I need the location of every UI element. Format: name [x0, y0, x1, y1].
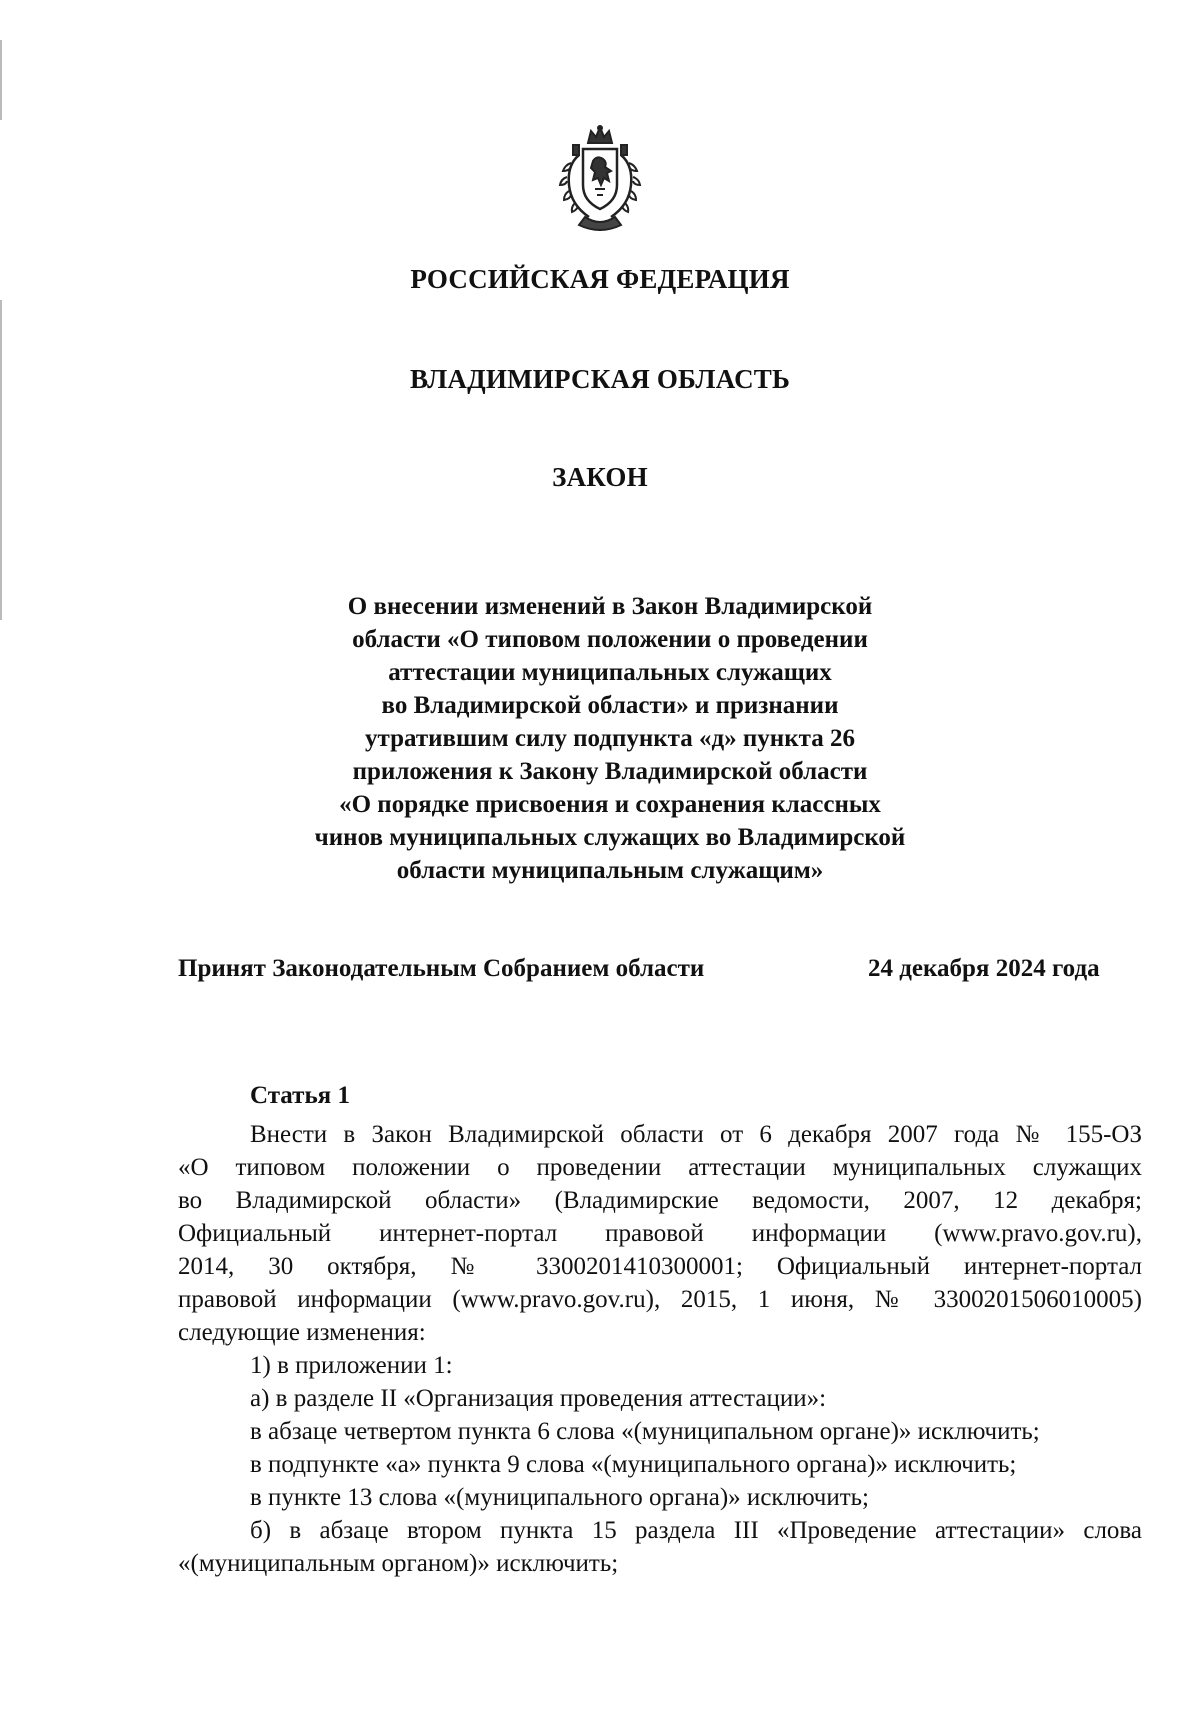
- law-title-line: О внесении изменений в Закон Владимирской: [347, 593, 873, 620]
- country-heading: РОССИЙСКАЯ ФЕДЕРАЦИЯ: [410, 264, 790, 294]
- law-title: [250, 590, 970, 887]
- adoption-date: 24 декабря 2024 года: [868, 955, 1100, 982]
- scan-edge-mark: [0, 40, 2, 120]
- article-line: в подпункте «а» пункта 9 слова «(муниципального органа)» исключить;: [250, 1451, 1017, 1478]
- article-line: в пункте 13 слова «(муниципального органа)» исключить;: [250, 1484, 869, 1511]
- article-line: «О типовом положении о проведении аттестации муниципальных служащих: [178, 1154, 1142, 1181]
- article-heading: Статья 1: [250, 1082, 350, 1109]
- article-line: правовой информации (www.pravo.gov.ru), 2015, 1 июня, № 3300201506010005): [178, 1286, 1142, 1313]
- article-line: «(муниципальным органом)» исключить;: [178, 1550, 619, 1577]
- article-body: [178, 1118, 1142, 1580]
- article-line: 1) в приложении 1:: [250, 1352, 453, 1379]
- article-line: во Владимирской области» (Владимирские ведомости, 2007, 12 декабря;: [178, 1187, 1142, 1214]
- article-line: а) в разделе II «Организация проведения аттестации»:: [250, 1385, 827, 1412]
- law-title-line: области муниципальным служащим»: [396, 857, 824, 884]
- article-line: 2014, 30 октября, № 3300201410300001; Официальный интернет-портал: [178, 1253, 1142, 1280]
- law-title-line: аттестации муниципальных служащих: [388, 659, 832, 686]
- document-type-heading: ЗАКОН: [552, 462, 648, 492]
- coat-of-arms-icon: [555, 125, 645, 231]
- law-title-line: чинов муниципальных служащих во Владимирской: [314, 824, 906, 851]
- article-line: Внести в Закон Владимирской области от 6 декабря 2007 года № 155-ОЗ: [250, 1121, 1142, 1148]
- adoption-label: Принят Законодательным Собранием области: [178, 955, 705, 982]
- law-title-line: «О порядке присвоения и сохранения классных: [339, 791, 881, 818]
- article-line: б) в абзаце втором пункта 15 раздела III «Проведение аттестации» слова: [250, 1517, 1142, 1544]
- article-line: в абзаце четвертом пункта 6 слова «(муниципальном органе)» исключить;: [250, 1418, 1040, 1445]
- region-heading: ВЛАДИМИРСКАЯ ОБЛАСТЬ: [409, 364, 791, 394]
- law-title-line: приложения к Закону Владимирской области: [352, 758, 868, 785]
- law-title-line: утратившим силу подпункта «д» пункта 26: [365, 725, 855, 752]
- law-title-line: области «О типовом положении о проведении: [352, 626, 868, 653]
- law-title-line: во Владимирской области» и признании: [381, 692, 839, 719]
- article-line: следующие изменения:: [178, 1319, 426, 1346]
- scan-edge-mark: [0, 300, 2, 620]
- article-line: Официальный интернет-портал правовой информации (www.pravo.gov.ru),: [178, 1220, 1142, 1247]
